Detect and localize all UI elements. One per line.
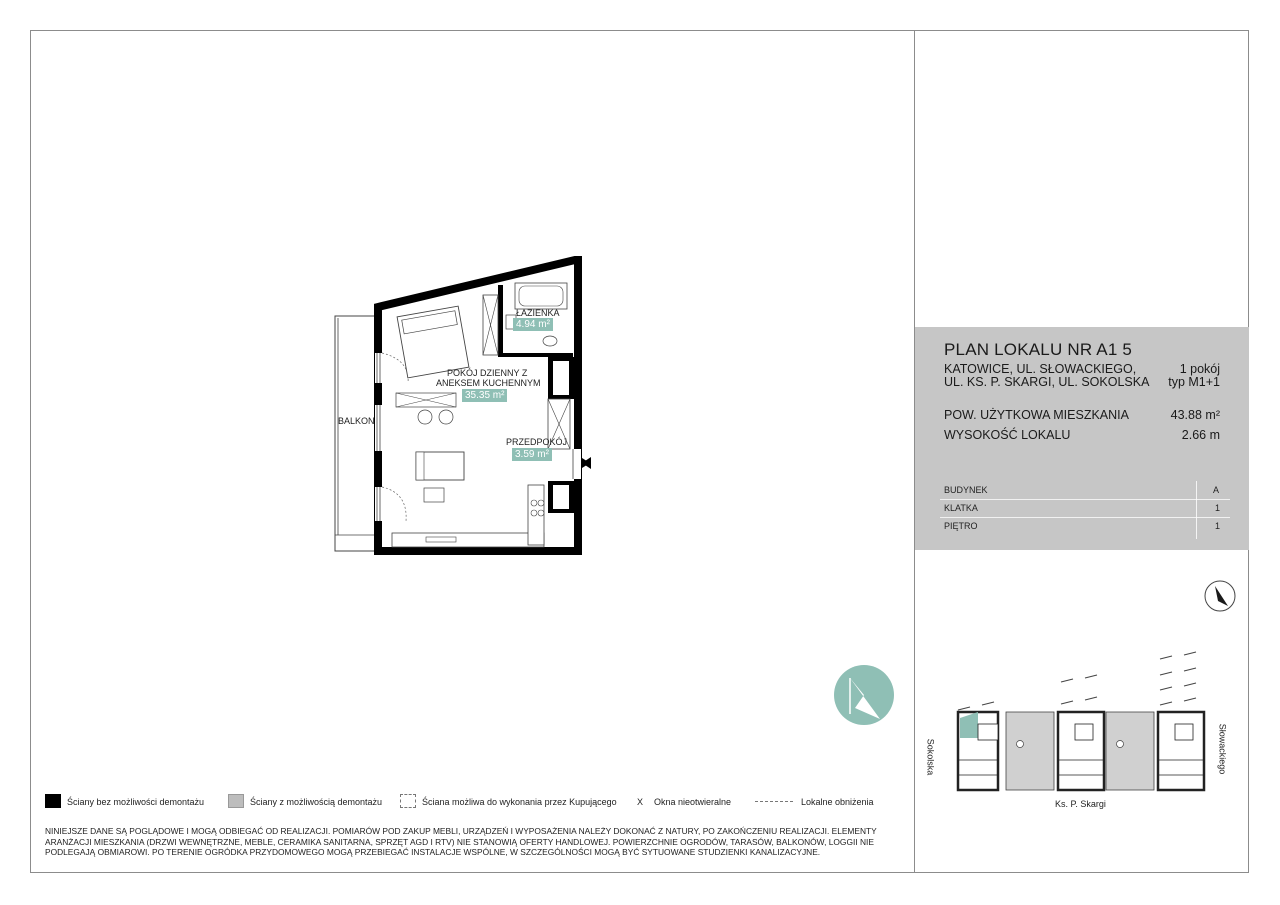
entrance-marker-icon — [582, 457, 591, 469]
legend-swatch-fixed-walls — [45, 794, 61, 808]
disclaimer-text: NINIEJSZE DANE SĄ POGLĄDOWE I MOGĄ ODBIEGAĆ OD REALIZACJI. POMIARÓW POD ZAKUP MEBLI, URZĄDZEŃ I WYPOSAŻENIA NALEŻY DOKONAĆ Z NATURY, PO ZAKOŃCZENIU REALIZACJI. ELEMENTY ARANŻACJI MIESZKANIA (DRZWI WEWNĘTRZNE, MEBLE, CERAMIKA SANITARNA, SPRZĘT AGD I RTV) NIE STANOWIĄ OFERTY HANDLOWEJ. POWIERZCHNIE OGRODÓW, TARASÓW, BALKONÓW, LOGGII NIE PODLEGAJĄ OBMIAROWI. PO TERENIE OGRÓDKA PRZYDOMOWEGO MOGĄ PRZEBIEGAĆ INSTALACJE WSPÓLNE, W SZCZEGÓLNOŚCI MOGĄ BYĆ SYTUOWANE STUDZIENKI KANALIZACYJNE. — [45, 826, 877, 858]
room-name-hall: PRZEDPOKÓJ — [506, 437, 568, 447]
details-separator — [1196, 481, 1197, 539]
address-line2: UL. KS. P. SKARGI, UL. SOKOLSKA — [944, 375, 1150, 389]
detail-label-building: BUDYNEK — [944, 485, 988, 495]
compass-icon — [833, 664, 895, 726]
detail-value-staircase: 1 — [1215, 503, 1221, 513]
legend-label-lowering: Lokalne obniżenia — [801, 797, 874, 807]
legend-label-buyer-wall: Ściana możliwa do wykonania przez Kupującego — [422, 797, 617, 807]
room-name-living-line2: ANEKSEM KUCHENNYM — [436, 378, 541, 388]
room-area-hall: 3.59 m² — [512, 448, 552, 461]
rooms-count: 1 pokój — [1179, 362, 1220, 376]
apartment-type: typ M1+1 — [1168, 375, 1220, 389]
details-row-line — [940, 517, 1230, 518]
room-name-living-line1: POKÓJ DZIENNY Z — [447, 368, 528, 378]
legend-label-removable-walls: Ściany z możliwością demontażu — [250, 797, 383, 807]
room-name-bathroom: ŁAZIENKA — [516, 308, 560, 318]
detail-label-floor: PIĘTRO — [944, 521, 978, 531]
street-label-slowackiego: Słowackiego — [1217, 723, 1228, 775]
north-compass-icon — [1204, 580, 1236, 612]
legend-symbol-fixed-windows: X — [637, 797, 644, 807]
height-value: 2.66 m — [1181, 428, 1220, 442]
street-label-skargi: Ks. P. Skargi — [1055, 799, 1106, 809]
street-label-sokolska: Sokolska — [925, 738, 936, 776]
plan-title: PLAN LOKALU NR A1 5 — [944, 340, 1133, 359]
details-row-line — [940, 499, 1230, 500]
floor-plan — [330, 255, 600, 555]
room-area-living: 35.35 m² — [462, 389, 507, 402]
detail-value-floor: 1 — [1215, 521, 1221, 531]
detail-value-building: A — [1213, 485, 1220, 495]
site-map — [950, 650, 1220, 795]
legend-swatch-removable-walls — [228, 794, 244, 808]
detail-label-staircase: KLATKA — [944, 503, 978, 513]
room-name-balcony: BALKON — [338, 416, 375, 426]
usable-area-value: 43.88 m² — [1170, 408, 1220, 422]
usable-area-label: POW. UŻYTKOWA MIESZKANIA — [944, 408, 1129, 422]
legend-label-fixed-walls: Ściany bez możliwości demontażu — [67, 797, 205, 807]
height-label: WYSOKOŚĆ LOKALU — [944, 428, 1071, 442]
legend-label-fixed-windows: Okna nieotwieralne — [654, 797, 732, 807]
address-line1: KATOWICE, UL. SŁOWACKIEGO, — [944, 362, 1137, 376]
legend-swatch-buyer-wall — [400, 794, 416, 808]
legend-line-lowering — [755, 801, 793, 802]
room-area-bathroom: 4.94 m² — [513, 318, 553, 331]
